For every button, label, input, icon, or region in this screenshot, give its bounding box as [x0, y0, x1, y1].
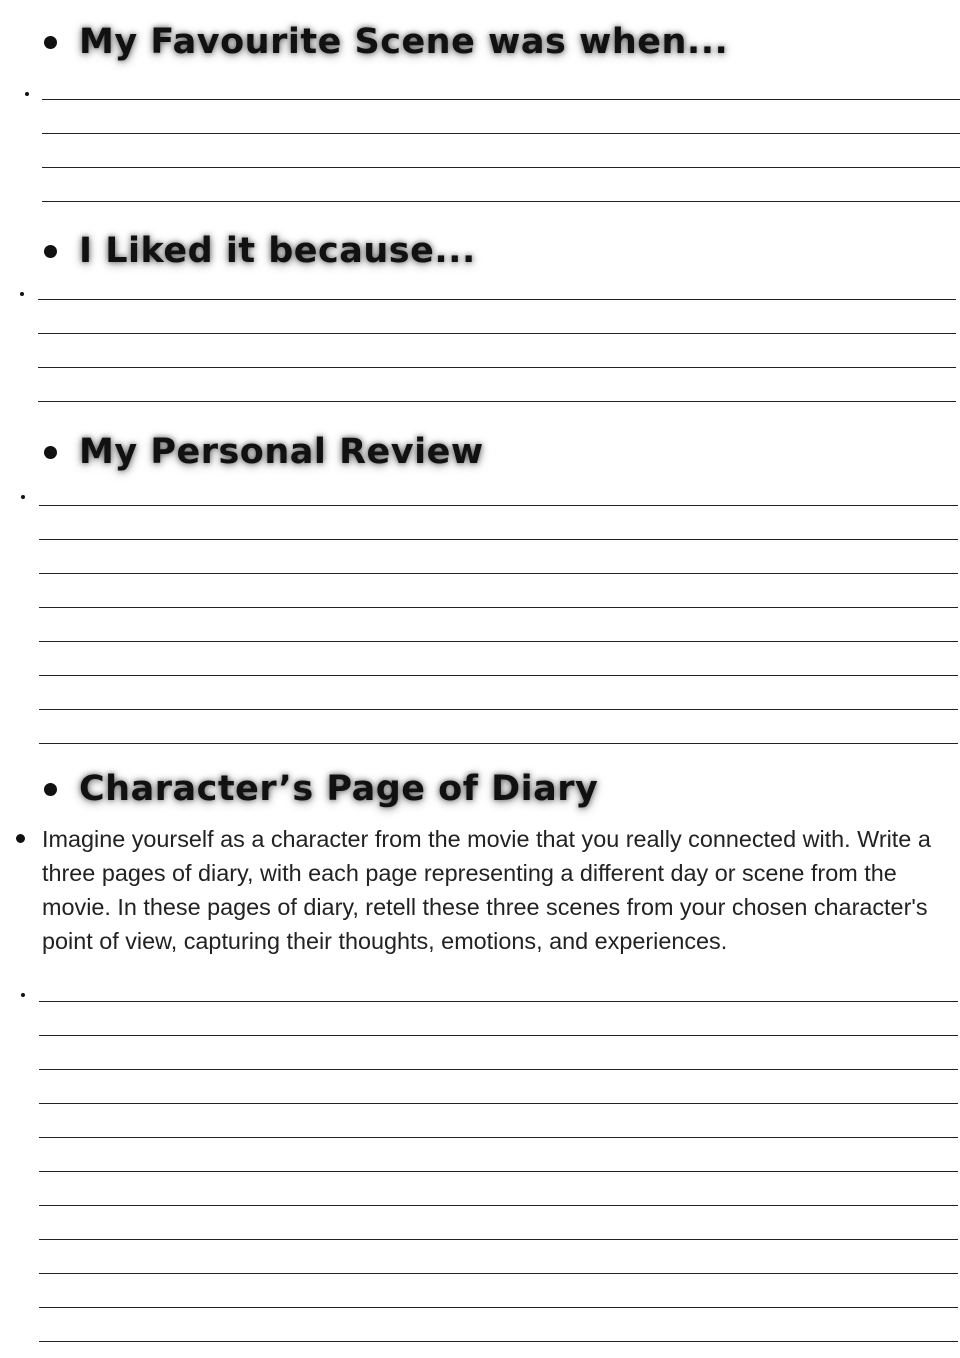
bullet-icon [21, 495, 25, 499]
writing-line[interactable] [42, 167, 960, 168]
bullet-icon [44, 446, 57, 459]
writing-line[interactable] [42, 133, 960, 134]
writing-line[interactable] [39, 539, 958, 540]
writing-line[interactable] [42, 99, 960, 100]
writing-line[interactable] [39, 1001, 958, 1002]
writing-line[interactable] [39, 1239, 958, 1240]
bullet-icon [25, 92, 29, 96]
writing-line[interactable] [39, 709, 958, 710]
section-heading-liked-because [44, 226, 476, 276]
writing-line[interactable] [38, 299, 956, 300]
writing-line[interactable] [39, 1137, 958, 1138]
writing-line[interactable] [39, 1307, 958, 1308]
writing-line[interactable] [39, 1069, 958, 1070]
writing-line[interactable] [39, 1171, 958, 1172]
writing-line[interactable] [39, 675, 958, 676]
bullet-icon [44, 245, 57, 258]
writing-line[interactable] [39, 573, 958, 574]
writing-line[interactable] [39, 1205, 958, 1206]
writing-line[interactable] [39, 1035, 958, 1036]
heading-text: My Favourite Scene was when... [79, 22, 729, 62]
writing-line[interactable] [39, 1273, 958, 1274]
section-heading-favourite-scene [44, 17, 728, 67]
writing-line[interactable] [38, 367, 956, 368]
writing-line[interactable] [39, 641, 958, 642]
heading-text: My Personal Review [79, 432, 484, 472]
section-heading-personal-review [44, 427, 484, 477]
writing-line[interactable] [39, 743, 958, 744]
writing-line[interactable] [42, 201, 960, 202]
writing-line[interactable] [39, 1103, 958, 1104]
section-heading-character-diary [44, 764, 598, 814]
heading-text: Character’s Page of Diary [79, 769, 599, 809]
bullet-icon [20, 292, 24, 296]
writing-line[interactable] [39, 505, 958, 506]
bullet-icon [44, 783, 57, 796]
bullet-icon [44, 36, 57, 49]
writing-line[interactable] [38, 401, 956, 402]
bullet-icon [21, 993, 25, 997]
heading-text: I Liked it because... [79, 231, 476, 271]
writing-line[interactable] [39, 607, 958, 608]
bullet-icon [16, 834, 25, 843]
writing-line[interactable] [39, 1341, 958, 1342]
writing-line[interactable] [38, 333, 956, 334]
diary-prompt-text: Imagine yourself as a character from the movie that you really connected with. Write a three pages of diary, with each page representing a different day or scene from the movie. In these pages of diary, retell these three scenes from your chosen character's point of view, capturing their thoughts, emotions, and experiences. [42, 826, 931, 954]
